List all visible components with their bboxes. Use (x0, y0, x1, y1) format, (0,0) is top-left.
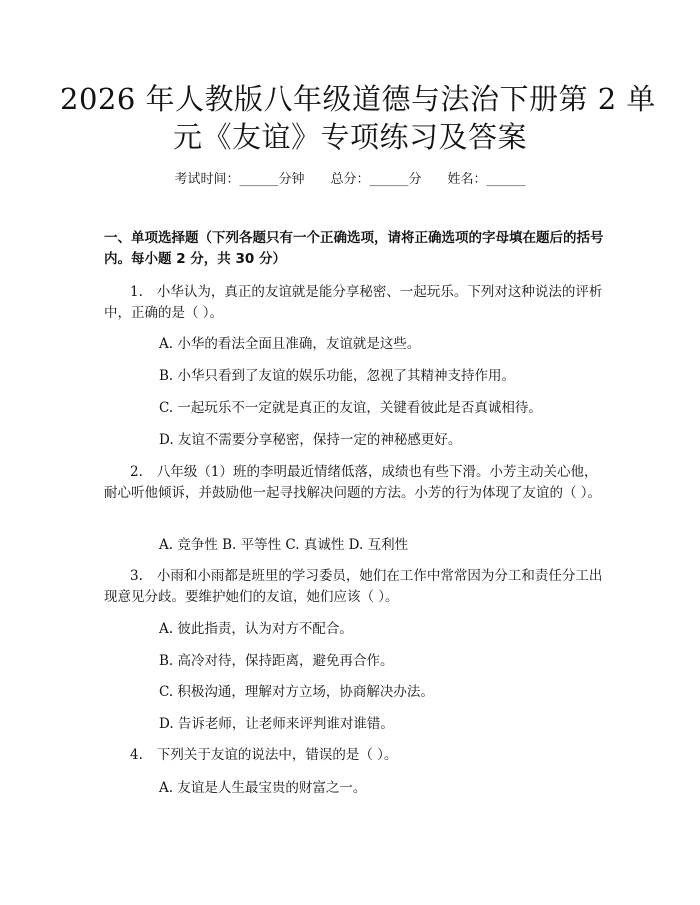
question-3-option-d: D. 告诉老师，让老师来评判谁对谁错。 (159, 716, 394, 732)
question-3-option-c: C. 积极沟通，理解对方立场，协商解决办法。 (159, 684, 434, 700)
question-2 (104, 462, 604, 504)
question-3-option-b: B. 高冷对待，保持距离，避免再合作。 (159, 653, 394, 669)
section-heading: 一、单项选择题（下列各题只有一个正确选项，请将正确选项的字母填在题后的括号内。每小题 2 分，共 30 分） (104, 230, 604, 267)
question-number: 2. (130, 464, 143, 480)
question-stem: 小雨和小雨都是班里的学习委员，她们在工作中常常因为分工和责任分工出现意见分歧。要维护她们的友谊，她们应该（ ）。 (104, 568, 603, 605)
question-stem: 下列关于友谊的说法中，错误的是（ ）。 (156, 747, 398, 763)
question-4-option-a: A. 友谊是人生最宝贵的财富之一。 (159, 780, 367, 796)
question-1-option-c: C. 一起玩乐不一定就是真正的友谊，关键看彼此是否真诚相待。 (159, 400, 542, 416)
question-1-option-d: D. 友谊不需要分享秘密，保持一定的神秘感更好。 (159, 432, 462, 448)
question-2-options: A. 竞争性 B. 平等性 C. 真诚性 D. 互利性 (159, 537, 409, 553)
question-1-option-b: B. 小华只看到了友谊的娱乐功能，忽视了其精神支持作用。 (159, 368, 516, 384)
question-number: 1. (130, 284, 143, 300)
question-1-option-a: A. 小华的看法全面且准确，友谊就是这些。 (159, 336, 421, 352)
exam-meta-line: 考试时间：______分钟 总分：______分 姓名：______ (174, 172, 526, 187)
question-4 (104, 745, 604, 766)
question-number: 3. (130, 568, 143, 584)
question-1 (104, 282, 604, 324)
question-3-option-a: A. 彼此指责，认为对方不配合。 (159, 621, 353, 637)
question-3 (104, 566, 604, 608)
question-stem: 小华认为，真正的友谊就是能分享秘密、一起玩乐。下列对这种说法的评析中，正确的是（ ）。 (104, 284, 603, 321)
document-title-line-2: 元《友谊》专项练习及答案 (172, 120, 527, 154)
question-stem: 八年级（1）班的李明最近情绪低落，成绩也有些下滑。小芳主动关心他，耐心听他倾诉，并鼓励他一起寻找解决问题的方法。小芳的行为体现了友谊的（ ）。 (104, 464, 602, 501)
document-title-line-1: 2026 年人教版八年级道德与法治下册第 2 单 (60, 82, 656, 116)
question-number: 4. (130, 747, 143, 763)
